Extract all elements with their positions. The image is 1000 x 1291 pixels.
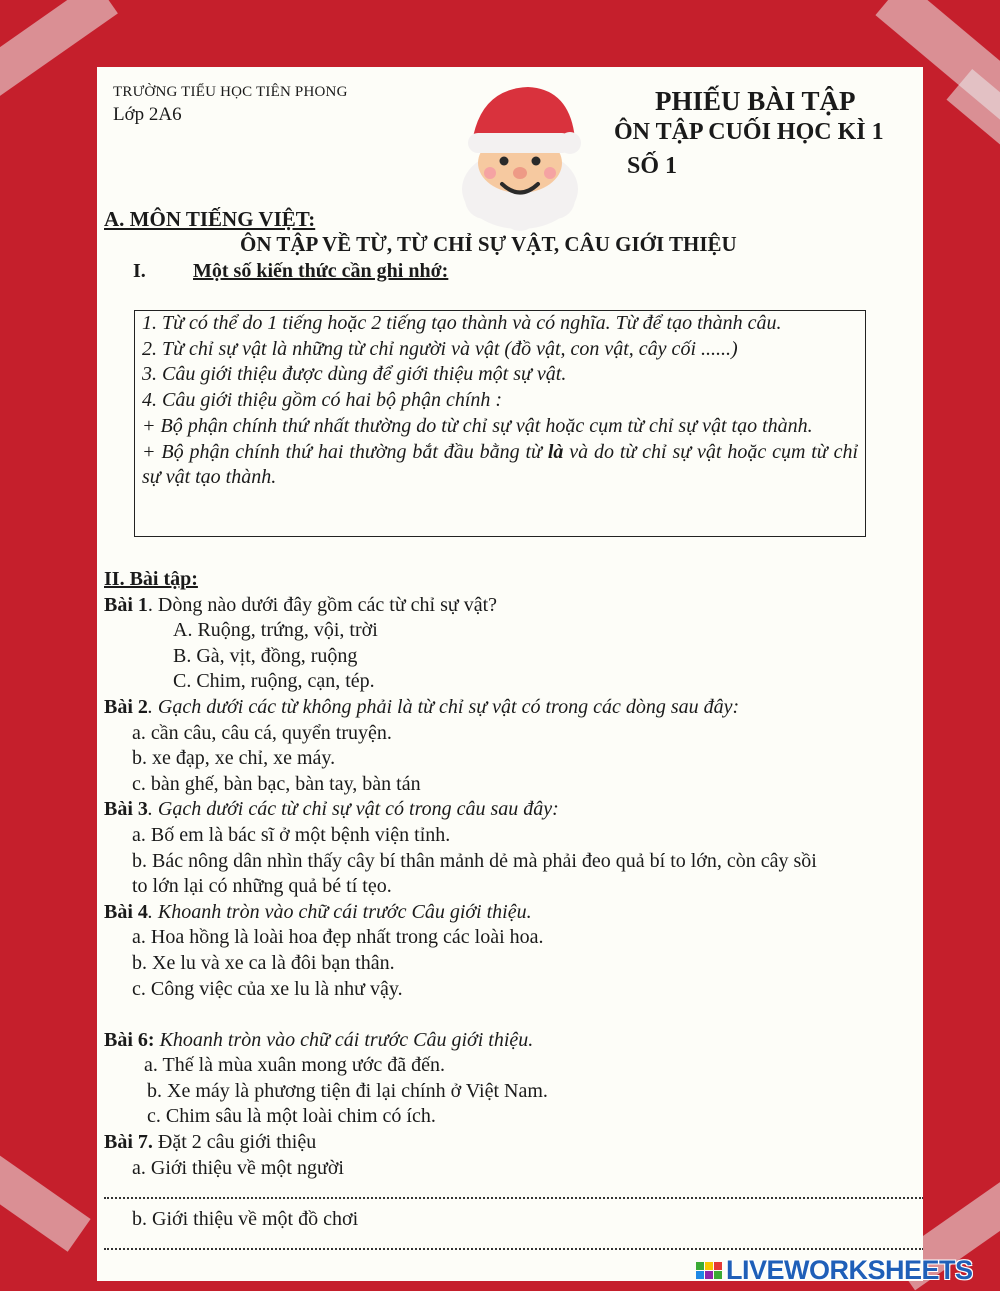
exercise-6-question: Bài 6: Khoanh tròn vào chữ cái trước Câu giới thiệu. <box>104 1028 534 1051</box>
exercises-title: II. Bài tập: <box>104 568 198 590</box>
note-2: 2. Từ chỉ sự vật là những từ chỉ người và vật (đồ vật, con vật, cây cối ......) <box>142 337 738 360</box>
exercises <box>104 567 923 1258</box>
note-6: + Bộ phận chính thứ hai thường bắt đầu bằng từ là và do từ chỉ sự vật hoặc cụm từ chỉ sự vật tạo thành. <box>142 440 859 489</box>
exercise-4-option-b[interactable]: b. Xe lu và xe ca là đôi bạn thân. <box>132 951 395 974</box>
exercise-6-option-c[interactable]: c. Chim sâu là một loài chim có ích. <box>147 1105 436 1128</box>
note-3: 3. Câu giới thiệu được dùng để giới thiệu một sự vật. <box>142 363 567 386</box>
santa-icon <box>450 81 590 231</box>
exercise-1-option-a[interactable]: A. Ruộng, trứng, vội, trời <box>173 619 378 642</box>
exercise-2-question: Bài 2. Gạch dưới các từ không phải là từ chỉ sự vật có trong các dòng sau đây: <box>104 695 740 718</box>
exercise-3-sentence-a[interactable]: a. Bố em là bác sĩ ở một bệnh viện tỉnh. <box>132 823 451 846</box>
title-line-3: SỐ 1 <box>627 153 678 179</box>
liveworksheets-watermark <box>696 1254 973 1285</box>
spacer <box>104 1002 923 1028</box>
part-1-number: I. <box>133 260 146 282</box>
section-a-subtitle: ÔN TẬP VỀ TỪ, TỪ CHỈ SỰ VẬT, CÂU GIỚI THIỆU <box>240 232 737 256</box>
exercise-1-option-b[interactable]: B. Gà, vịt, đồng, ruộng <box>173 644 358 667</box>
part-1-title: Một số kiến thức cần ghi nhớ: <box>193 260 449 282</box>
answer-line-a[interactable] <box>104 1181 923 1207</box>
exercise-6-option-b[interactable]: b. Xe máy là phương tiện đi lại chính ở Việt Nam. <box>147 1079 548 1102</box>
tape-bottom-left <box>0 1150 91 1252</box>
exercise-4-option-c[interactable]: c. Công việc của xe lu là như vậy. <box>132 977 403 1000</box>
title-line-2: ÔN TẬP CUỐI HỌC KÌ 1 <box>614 119 884 145</box>
exercise-4-option-a[interactable]: a. Hoa hồng là loài hoa đẹp nhất trong các loài hoa. <box>132 926 544 949</box>
exercise-1-question: Bài 1. Dòng nào dưới đây gồm các từ chỉ sự vật? <box>104 593 498 616</box>
notes-box <box>134 310 866 537</box>
exercise-7-question: Bài 7. Đặt 2 câu giới thiệu <box>104 1131 317 1154</box>
exercise-2-line-c[interactable]: c. bàn ghế, bàn bạc, bàn tay, bàn tán <box>132 772 421 795</box>
exercise-1-option-c[interactable]: C. Chim, ruộng, cạn, tép. <box>173 670 375 693</box>
exercise-4-question: Bài 4. Khoanh tròn vào chữ cái trước Câu giới thiệu. <box>104 900 532 923</box>
class-name: Lớp 2A6 <box>113 104 182 125</box>
exercise-2-line-b[interactable]: b. xe đạp, xe chỉ, xe máy. <box>132 747 336 770</box>
section-a-title: A. MÔN TIẾNG VIỆT: <box>104 207 316 231</box>
exercise-6-option-a[interactable]: a. Thế là mùa xuân mong ước đã đến. <box>144 1054 445 1077</box>
note-1: 1. Từ có thể do 1 tiếng hoặc 2 tiếng tạo thành và có nghĩa. Từ để tạo thành câu. <box>142 312 782 334</box>
exercise-7-prompt-b: b. Giới thiệu về một đồ chơi <box>132 1207 359 1230</box>
liveworksheets-logo-icon <box>696 1262 722 1279</box>
note-5: + Bộ phận chính thứ nhất thường do từ chỉ sự vật hoặc cụm từ chỉ sự vật tạo thành. <box>142 414 813 437</box>
worksheet <box>97 67 923 1281</box>
school-name: TRƯỜNG TIỂU HỌC TIÊN PHONG <box>113 84 348 100</box>
exercise-7-prompt-a: a. Giới thiệu về một người <box>132 1156 344 1179</box>
exercise-3-sentence-b2[interactable]: to lớn lại có những quả bé tí tẹo. <box>132 875 392 898</box>
exercise-3-question: Bài 3. Gạch dưới các từ chỉ sự vật có trong câu sau đây: <box>104 798 559 821</box>
note-4: 4. Câu giới thiệu gồm có hai bộ phận chính : <box>142 389 503 412</box>
exercise-3-sentence-b1[interactable]: b. Bác nông dân nhìn thấy cây bí thân mảnh dẻ mà phải đeo quả bí to lớn, còn cây sồi <box>132 849 817 872</box>
title-line-1: PHIẾU BÀI TẬP <box>655 86 856 116</box>
exercise-2-line-a[interactable]: a. cần câu, câu cá, quyển truyện. <box>132 721 392 744</box>
liveworksheets-text: LIVEWORKSHEETS <box>726 1254 973 1285</box>
